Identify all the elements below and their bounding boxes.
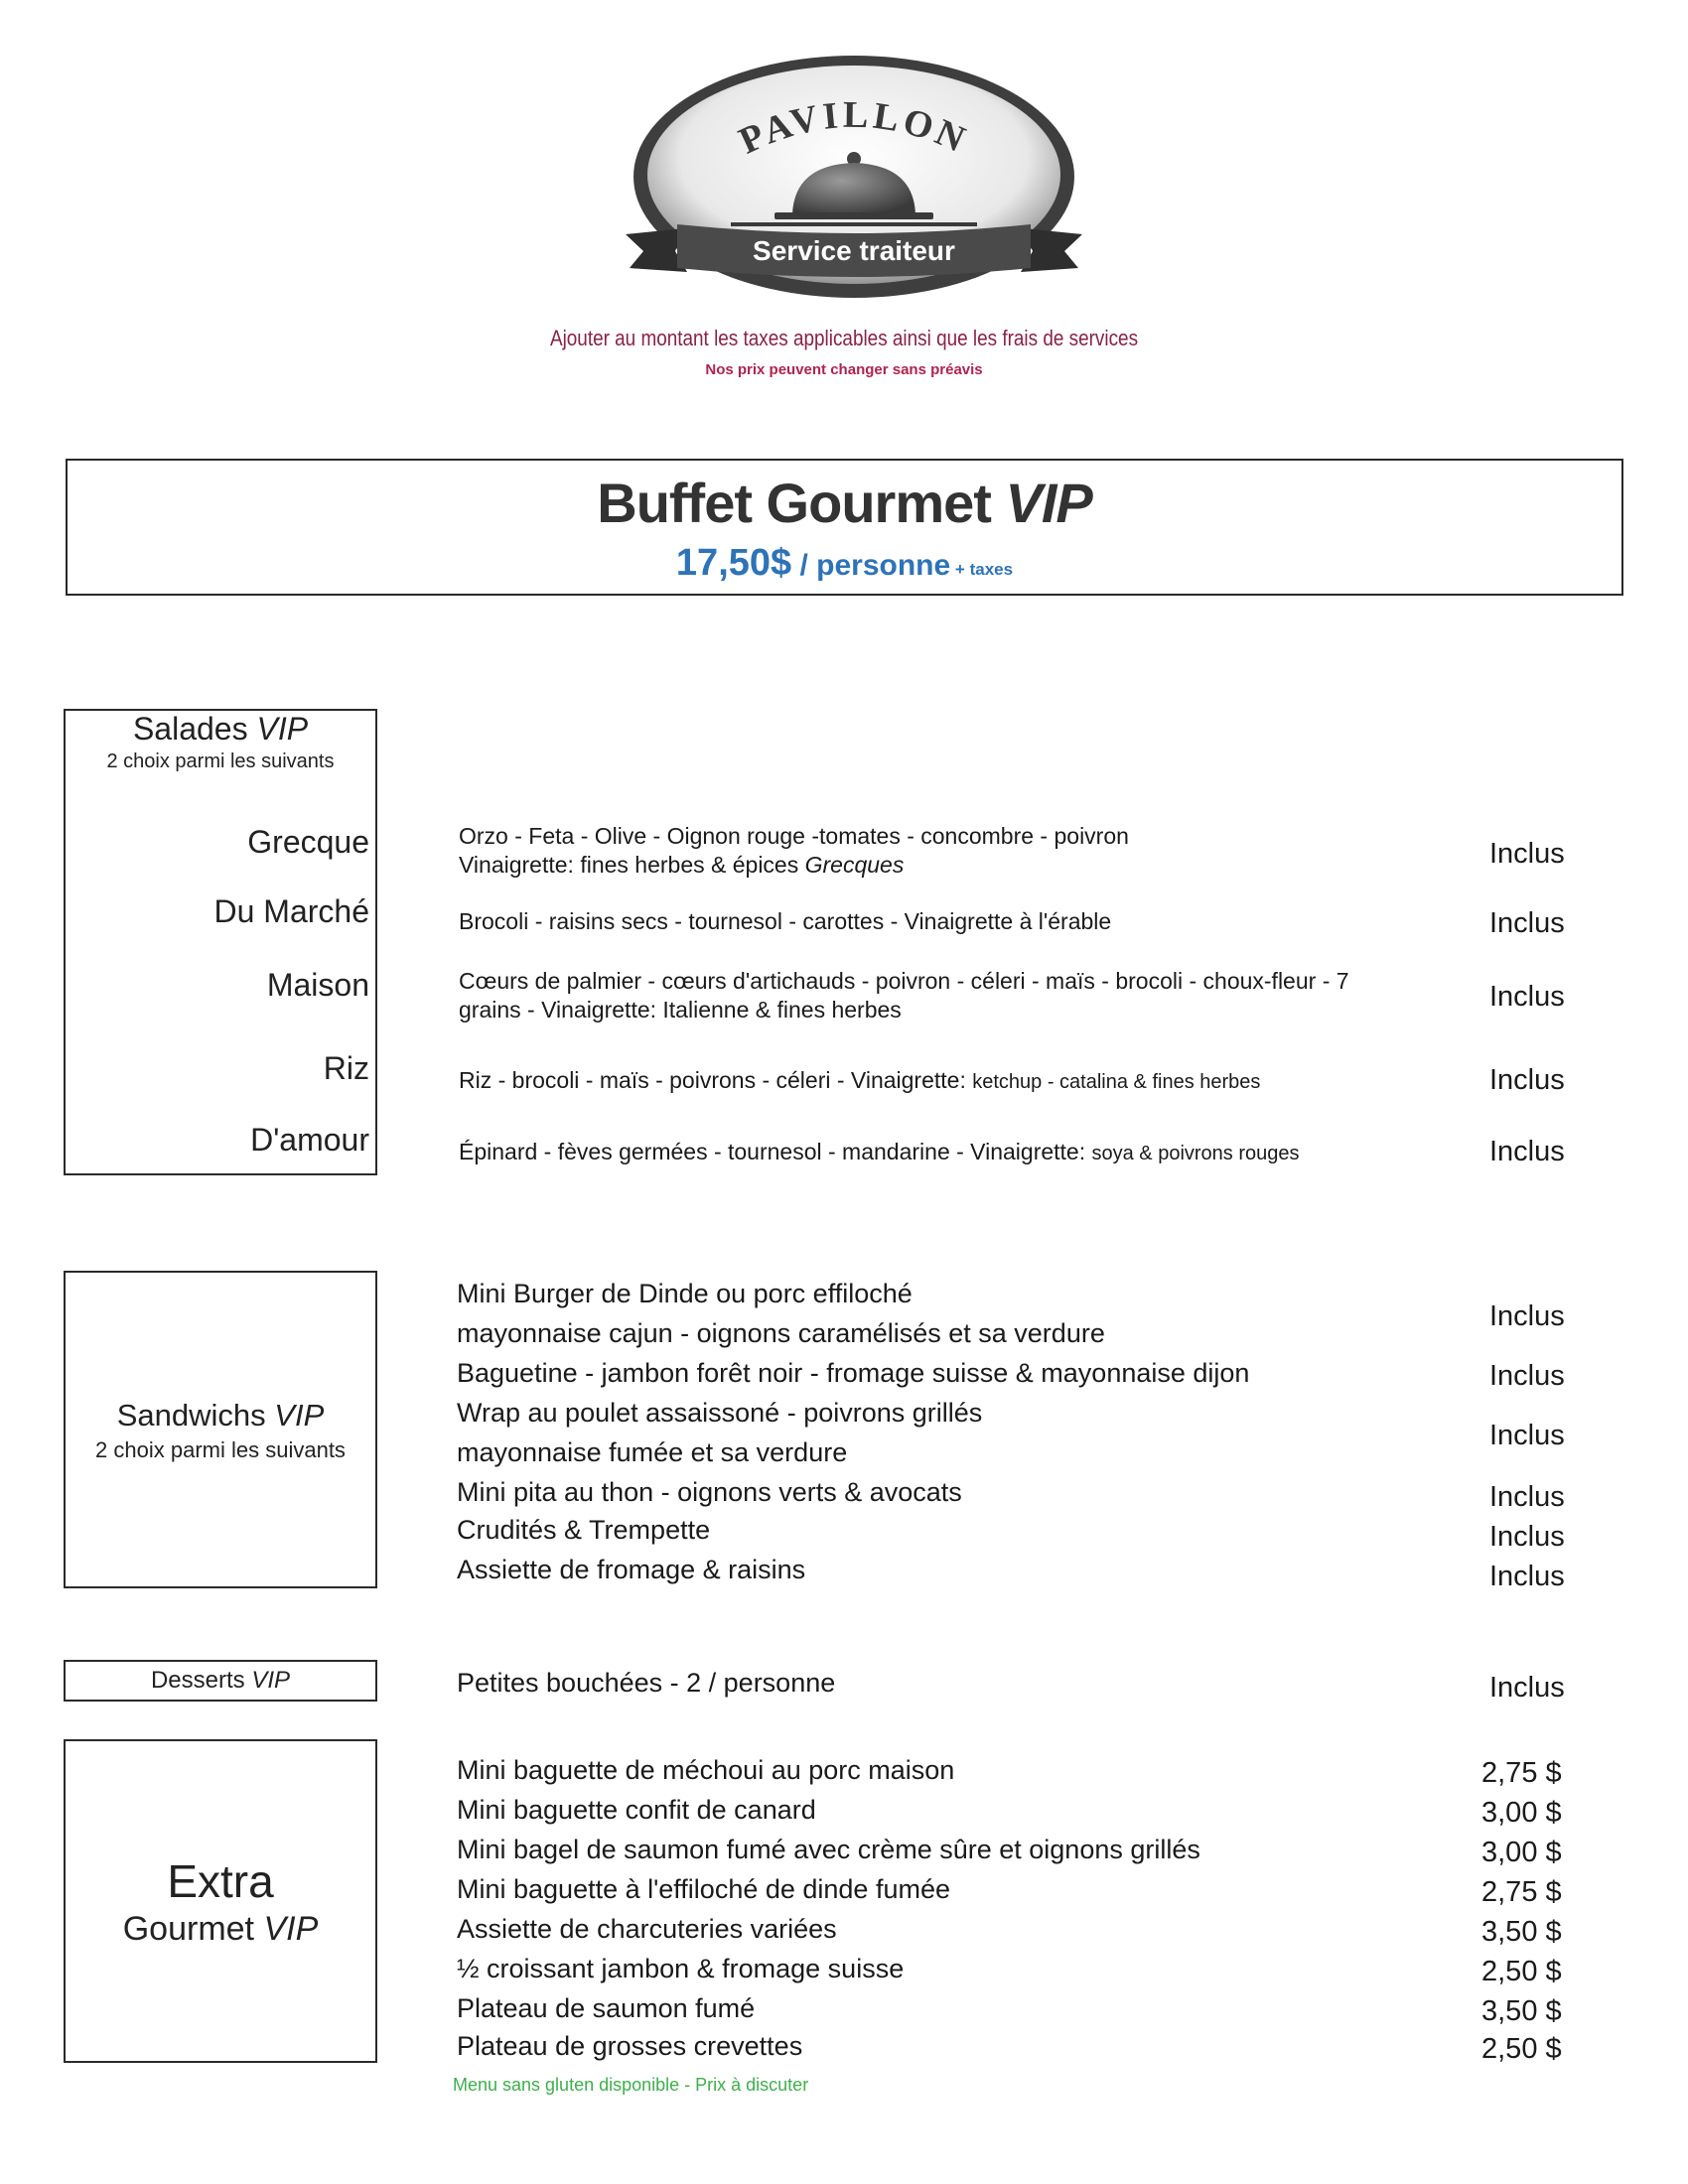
page-title: Buffet Gourmet VIP xyxy=(597,472,1092,534)
extra-item: Mini baguette de méchoui au porc maison xyxy=(457,1755,955,1785)
salads-box xyxy=(64,709,377,1175)
sandwich-price: Inclus xyxy=(1489,1481,1565,1513)
prices-change-note: Nos prix peuvent changer sans préavis xyxy=(705,361,983,378)
sandwich-price: Inclus xyxy=(1489,1420,1565,1451)
desserts-box xyxy=(64,1660,377,1702)
logo-brand-text: PAVILLON xyxy=(733,93,975,163)
logo-banner-text: Service traiteur xyxy=(753,235,955,266)
salad-name: Grecque xyxy=(247,824,369,860)
sandwich-line: Wrap au poulet assaissoné - poivrons grillés xyxy=(457,1398,983,1428)
sandwich-line: Baguetine - jambon forêt noir - fromage suisse & mayonnaise dijon xyxy=(457,1358,1250,1388)
price-line xyxy=(68,542,1621,585)
extra-item: Mini baguette à l'effiloché de dinde fumée xyxy=(457,1874,950,1904)
dessert-item: Petites bouchées - 2 / personne xyxy=(457,1668,836,1698)
sandwiches-subtitle: 2 choix parmi les suivants xyxy=(95,1437,346,1462)
taxes-note: Ajouter au montant les taxes applicables ainsi que les frais de services xyxy=(549,326,1139,350)
extra-item: Mini bagel de saumon fumé avec crème sûre et oignons grillés xyxy=(457,1835,1200,1864)
salad-price: Inclus xyxy=(1489,1136,1565,1167)
extra-price: 2,50 $ xyxy=(1481,2033,1562,2065)
sandwich-line: Mini Burger de Dinde ou porc effiloché xyxy=(457,1279,913,1308)
extra-box xyxy=(64,1739,377,2063)
salad-price: Inclus xyxy=(1489,907,1565,939)
salad-description: Brocoli - raisins secs - tournesol - carottes - Vinaigrette à l'érable xyxy=(459,908,1112,934)
extra-item: Mini baguette confit de canard xyxy=(457,1795,816,1825)
sandwich-price: Inclus xyxy=(1489,1561,1565,1592)
extra-price: 3,50 $ xyxy=(1481,1916,1562,1948)
extra-item: Assiette de charcuteries variées xyxy=(457,1914,837,1944)
per-person-label: / personne xyxy=(791,549,951,582)
sandwiches-box xyxy=(64,1271,377,1588)
sandwich-line: Assiette de fromage & raisins xyxy=(457,1555,806,1584)
extra-item: ½ croissant jambon & fromage suisse xyxy=(457,1954,905,1983)
salad-name: Riz xyxy=(323,1050,369,1086)
extra-price: 2,50 $ xyxy=(1481,1956,1562,1987)
extra-subtitle: Gourmet VIP xyxy=(122,1910,319,1948)
salads-title: Salades VIP xyxy=(132,711,309,747)
extra-item: Plateau de saumon fumé xyxy=(457,1993,756,2023)
salad-name: Du Marché xyxy=(213,893,369,929)
salad-price: Inclus xyxy=(1489,981,1565,1013)
salad-description: Riz - brocoli - maïs - poivrons - céleri - Vinaigrette: ketchup - catalina & fines herbes xyxy=(459,1067,1261,1093)
extra-title: Extra xyxy=(167,1855,274,1907)
extra-price: 2,75 $ xyxy=(1481,1757,1562,1789)
price-value: 17,50$ xyxy=(675,542,792,584)
salads-subtitle: 2 choix parmi les suivants xyxy=(106,751,335,772)
sandwich-price: Inclus xyxy=(1489,1300,1565,1332)
sandwich-price: Inclus xyxy=(1489,1360,1565,1392)
sandwich-line: mayonnaise cajun - oignons caramélisés et sa verdure xyxy=(457,1318,1105,1348)
salad-name: D'amour xyxy=(250,1122,369,1158)
salad-description: Cœurs de palmier - cœurs d'artichauds - poivron - céleri - maïs - brocoli - choux-fleur - 7 grains - Vinaigrette: Italienne & fines herbes xyxy=(459,968,1349,1023)
taxes-label: + taxes xyxy=(950,560,1014,579)
salad-name: Maison xyxy=(266,967,369,1003)
gluten-free-note: Menu sans gluten disponible - Prix à discuter xyxy=(453,2075,809,2095)
extra-price: 2,75 $ xyxy=(1481,1876,1562,1908)
extra-price: 3,00 $ xyxy=(1481,1797,1562,1829)
sandwiches-title: Sandwichs VIP xyxy=(116,1398,325,1433)
extra-price: 3,50 $ xyxy=(1481,1995,1562,2027)
extra-price: 3,00 $ xyxy=(1481,1837,1562,1868)
sandwich-price: Inclus xyxy=(1489,1521,1565,1553)
desserts-title: Desserts VIP xyxy=(150,1667,291,1694)
salad-description: Épinard - fèves germées - tournesol - mandarine - Vinaigrette: soya & poivrons rouges xyxy=(459,1139,1300,1164)
salad-description: Orzo - Feta - Olive - Oignon rouge -tomates - concombre - poivron Vinaigrette: fines herbes & épices Grecques xyxy=(459,823,1129,878)
salad-price: Inclus xyxy=(1489,838,1565,870)
pavillon-logo xyxy=(616,48,1092,306)
sandwich-line: Mini pita au thon - oignons verts & avocats xyxy=(457,1477,962,1507)
sandwich-line: mayonnaise fumée et sa verdure xyxy=(457,1437,848,1467)
title-box xyxy=(66,459,1623,596)
salad-price: Inclus xyxy=(1489,1064,1565,1096)
extra-item: Plateau de grosses crevettes xyxy=(457,2031,803,2061)
dessert-price: Inclus xyxy=(1489,1672,1565,1704)
sandwich-line: Crudités & Trempette xyxy=(457,1515,711,1545)
